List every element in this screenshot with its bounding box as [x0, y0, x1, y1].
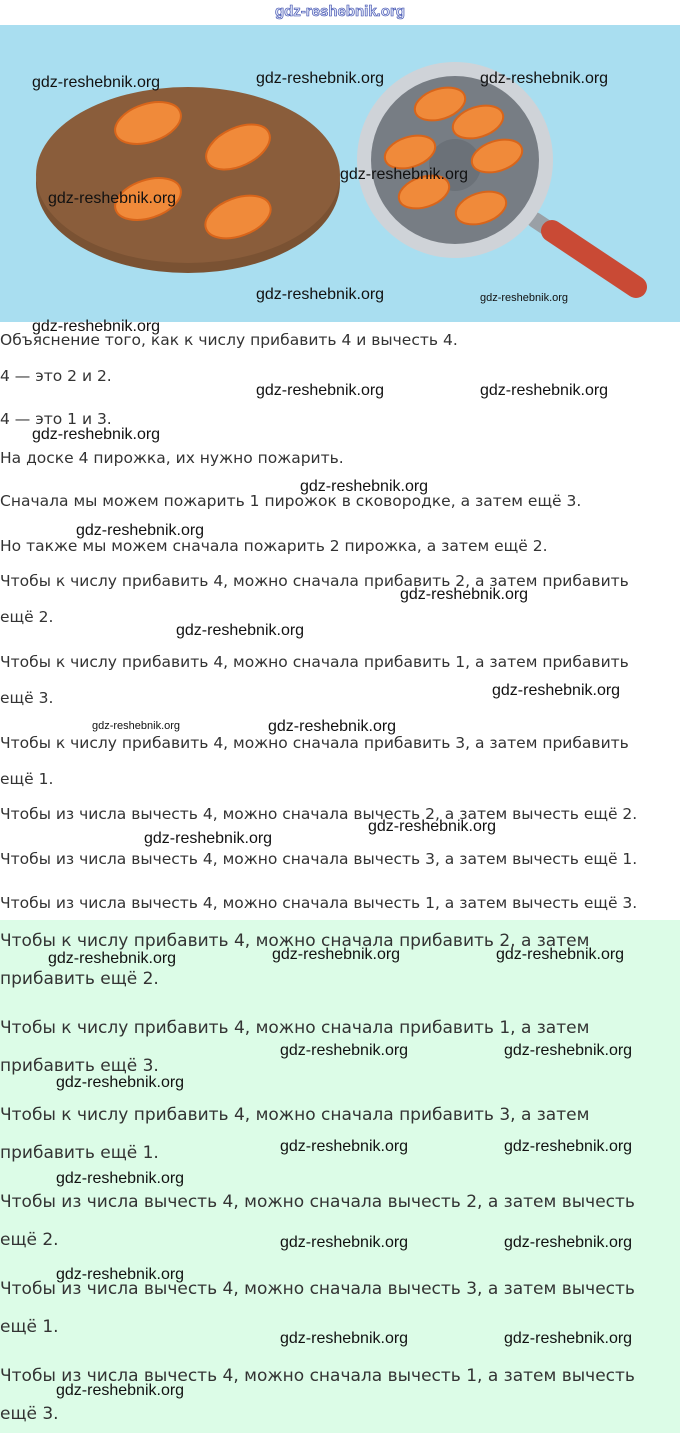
watermark: gdz-reshebnik.org	[340, 166, 469, 183]
watermark: gdz-reshebnik.org	[256, 286, 385, 303]
answer-line: Чтобы из числа вычесть 4, можно сначала вычесть 1, а затем вычесть	[0, 1366, 635, 1386]
watermark: gdz-reshebnik.org	[504, 1042, 633, 1059]
watermark: gdz-reshebnik.org	[400, 586, 529, 603]
answer-line: Чтобы к числу прибавить 4, можно сначала прибавить 3, а затем	[0, 1105, 590, 1125]
explanation-line: 4 — это 2 и 2.	[0, 367, 112, 385]
explanation-line: Чтобы к числу прибавить 4, можно сначала прибавить 3, а затем прибавить	[0, 734, 629, 752]
answer-line: Чтобы из числа вычесть 4, можно сначала вычесть 2, а затем вычесть	[0, 1192, 635, 1212]
watermark: gdz-reshebnik.org	[492, 682, 621, 699]
watermark: gdz-reshebnik.org	[56, 1170, 185, 1187]
watermark: gdz-reshebnik.org	[144, 830, 273, 847]
explanation-line: Чтобы к числу прибавить 4, можно сначала прибавить 1, а затем прибавить	[0, 653, 629, 671]
explanation-line: ещё 3.	[0, 689, 54, 707]
watermark: gdz-reshebnik.org	[496, 946, 625, 963]
watermark: gdz-reshebnik.org	[56, 1382, 185, 1399]
answer-line: прибавить ещё 2.	[0, 969, 159, 989]
answer-line: ещё 2.	[0, 1230, 59, 1250]
answer-line: прибавить ещё 1.	[0, 1143, 159, 1163]
explanation-line: Чтобы из числа вычесть 4, можно сначала вычесть 3, а затем вычесть ещё 1.	[0, 850, 638, 868]
answer-line: Чтобы из числа вычесть 4, можно сначала вычесть 3, а затем вычесть	[0, 1279, 635, 1299]
watermark: gdz-reshebnik.org	[504, 1234, 633, 1251]
explanation-line: ещё 1.	[0, 770, 54, 788]
explanation-line: Чтобы из числа вычесть 4, можно сначала вычесть 2, а затем вычесть ещё 2.	[0, 805, 638, 823]
answer-line: Чтобы к числу прибавить 4, можно сначала прибавить 2, а затем	[0, 931, 590, 951]
explanation-line: ещё 2.	[0, 608, 54, 626]
watermark: gdz-reshebnik.org	[280, 1138, 409, 1155]
watermark: gdz-reshebnik.org	[272, 946, 401, 963]
answer-line: Чтобы к числу прибавить 4, можно сначала прибавить 1, а затем	[0, 1018, 590, 1038]
watermark: gdz-reshebnik.org	[256, 70, 385, 87]
watermark: gdz-reshebnik.org	[504, 1138, 633, 1155]
watermark: gdz-reshebnik.org	[76, 522, 205, 539]
answer-line: прибавить ещё 3.	[0, 1056, 159, 1076]
explanation-line: 4 — это 1 и 3.	[0, 410, 112, 428]
watermark: gdz-reshebnik.org	[32, 74, 161, 91]
watermark: gdz-reshebnik.org	[56, 1266, 185, 1283]
site-header-logo[interactable]: gdz-reshebnik.org	[274, 3, 405, 20]
watermark: gdz-reshebnik.org	[280, 1234, 409, 1251]
answer-line: ещё 3.	[0, 1404, 59, 1424]
watermark: gdz-reshebnik.org	[48, 950, 177, 967]
watermark: gdz-reshebnik.org	[32, 318, 161, 335]
explanation-line: На доске 4 пирожка, их нужно пожарить.	[0, 449, 344, 467]
watermark: gdz-reshebnik.org	[368, 818, 497, 835]
watermark: gdz-reshebnik.org	[300, 478, 429, 495]
watermark: gdz-reshebnik.org	[176, 622, 305, 639]
explanation-line: Чтобы из числа вычесть 4, можно сначала вычесть 1, а затем вычесть ещё 3.	[0, 894, 638, 912]
watermark: gdz-reshebnik.org	[480, 70, 609, 87]
watermark: gdz-reshebnik.org	[32, 426, 161, 443]
explanation-line: Объяснение того, как к числу прибавить 4 и вычесть 4.	[0, 331, 458, 349]
explanation-line: Но также мы можем сначала пожарить 2 пирожка, а затем ещё 2.	[0, 537, 548, 555]
explanation-line: Сначала мы можем пожарить 1 пирожок в сковородке, а затем ещё 3.	[0, 492, 582, 510]
explanation-line: Чтобы к числу прибавить 4, можно сначала прибавить 2, а затем прибавить	[0, 572, 629, 590]
watermark: gdz-reshebnik.org	[280, 1330, 409, 1347]
watermark: gdz-reshebnik.org	[48, 190, 177, 207]
watermark: gdz-reshebnik.org	[268, 718, 397, 735]
answer-line: ещё 1.	[0, 1317, 59, 1337]
watermark: gdz-reshebnik.org	[56, 1074, 185, 1091]
watermark: gdz-reshebnik.org	[256, 382, 385, 399]
watermark: gdz-reshebnik.org	[280, 1042, 409, 1059]
watermark: gdz-reshebnik.org	[480, 382, 609, 399]
watermark: gdz-reshebnik.org	[92, 720, 181, 732]
watermark: gdz-reshebnik.org	[480, 292, 569, 304]
watermark: gdz-reshebnik.org	[504, 1330, 633, 1347]
